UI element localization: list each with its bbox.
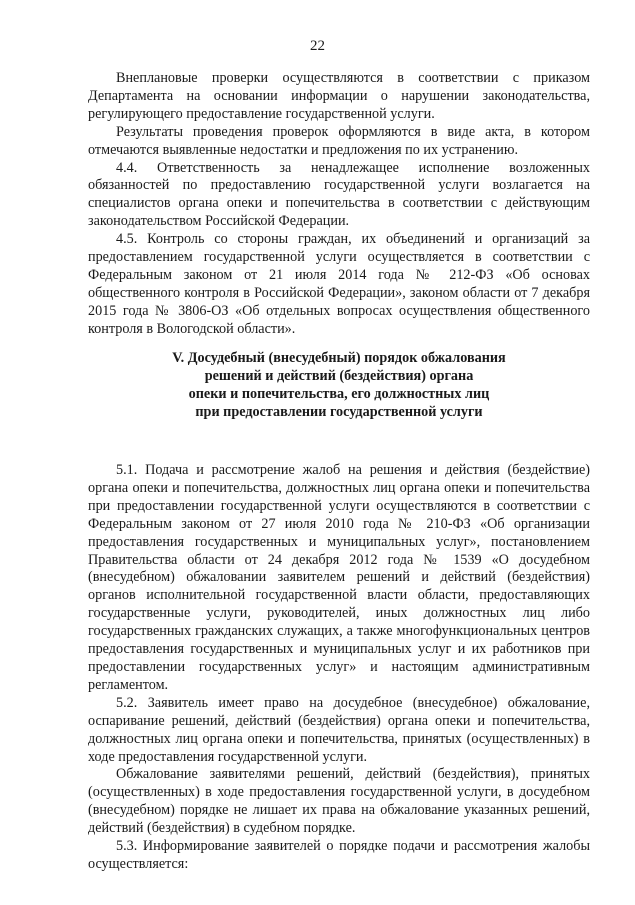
- paragraph-4-4: 4.4. Ответственность за ненадлежащее исполнение возложенных обязанностей по предоставлению государственной услуги возлагается на специалистов органа опеки и попечительства в соответствии с действующим законодательством Российской Федерации.: [88, 159, 590, 230]
- paragraph-inspection-results: Результаты проведения проверок оформляются в виде акта, в котором отмечаются выявленные недостатки и предложения по их устранению.: [88, 123, 590, 158]
- paragraph-unscheduled-inspections: Внеплановые проверки осуществляются в соответствии с приказом Департамента на основании информации о нарушении законодательства, регулирующего предоставление государственной услуги.: [88, 70, 590, 122]
- paragraph-5-2: 5.2. Заявитель имеет право на досудебное (внесудебное) обжалование, оспаривание решений, действий (бездействия) органа опеки и попечительства, должностных лиц органа опеки и попечительства, принятых (осуществленных) в ходе предоставления государственной услуги.: [88, 694, 590, 765]
- bottom-text-block: [88, 462, 590, 874]
- page-number: 22: [310, 38, 325, 54]
- paragraph-appeal-rights: Обжалование заявителями решений, действий (бездействия), принятых (осуществленных) в ходе предоставления государственной услуги, в досудебном (внесудебном) порядке не лишает их права на обжалование указанных решений, действий (бездействия) в судебном порядке.: [88, 766, 590, 837]
- section-heading-line: решений и действий (бездействия) органа: [204, 368, 474, 384]
- paragraph-4-5: 4.5. Контроль со стороны граждан, их объединений и организаций за предоставлением государственной услуги осуществляется в соответствии с Федеральным законом от 21 июля 2014 года № 212-ФЗ «Об основах общественного контроля в Российской Федерации», законом области от 7 декабря 2015 года № 3806-ОЗ «Об отдельных вопросах осуществления общественного контроля в Вологодской области».: [88, 231, 590, 337]
- paragraph-5-3: 5.3. Информирование заявителей о порядке подачи и рассмотрения жалобы осуществляется:: [88, 838, 590, 872]
- section-heading-line: при предоставлении государственной услуги: [195, 404, 483, 420]
- section-heading: [88, 349, 590, 421]
- section-heading-line: опеки и попечительства, его должностных лиц: [188, 386, 490, 402]
- section-heading-line: V. Досудебный (внесудебный) порядок обжалования: [172, 350, 506, 366]
- paragraph-5-1: 5.1. Подача и рассмотрение жалоб на решения и действия (бездействие) органа опеки и попечительства, должностных лиц органа опеки и попечительства при предоставлении государственной услуги осуществляются в соответствии с Федеральным законом от 27 июля 2010 года № 210-ФЗ «Об организации предоставления государственных и муниципальных услуг», постановлением Правительства области от 24 декабря 2012 года № 1539 «О досудебном (внесудебном) обжаловании заявителем решений и действий (бездействия) органов исполнительной государственной власти области, предоставляющих государственные услуги, руководителей, иных должностных лиц либо государственных гражданских служащих, а также многофункциональных центров предоставления государственных и муниципальных услуг и их работников при предоставлении государственных услуг» и настоящим административным регламентом.: [88, 462, 590, 693]
- top-text-block: [88, 70, 590, 339]
